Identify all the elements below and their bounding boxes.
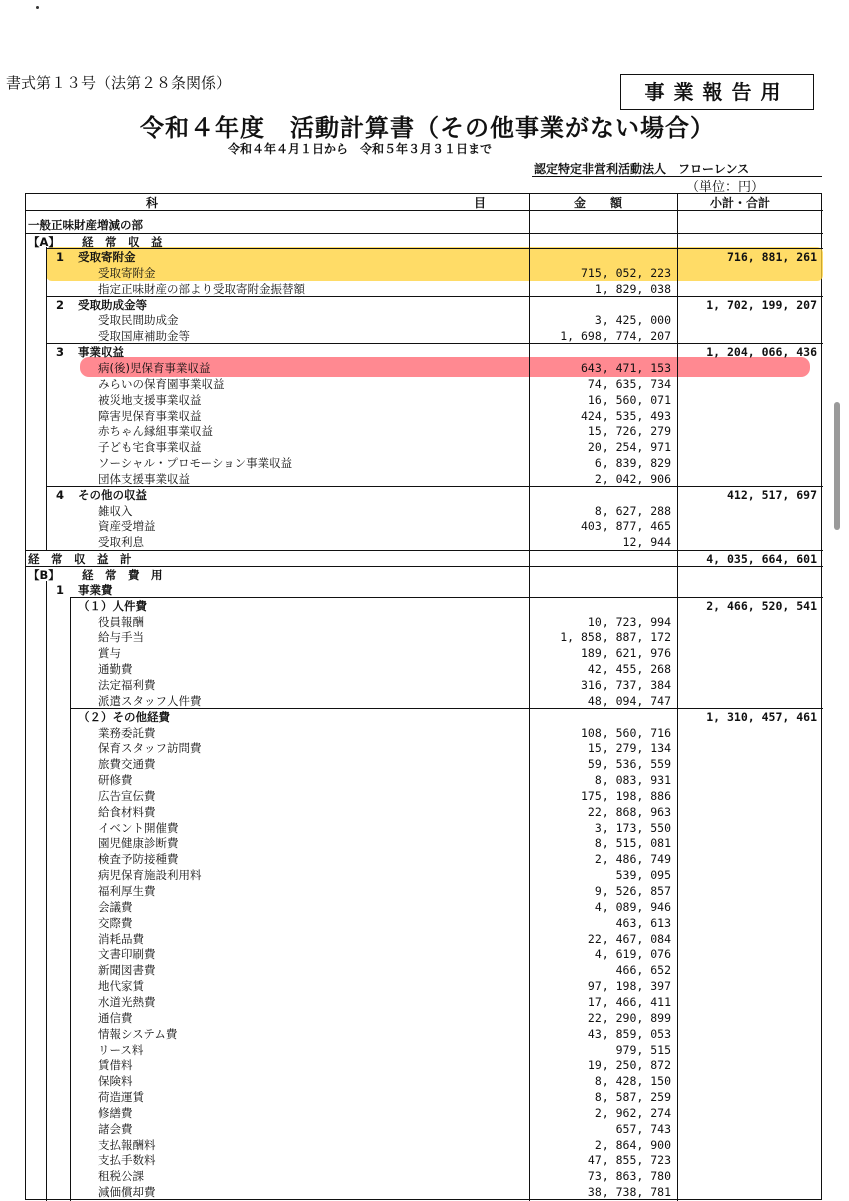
other-item-amount: 466, 652 (615, 963, 671, 978)
group-subtotal: 1, 702, 199, 207 (706, 297, 817, 312)
group-label: 受取助成金等 (78, 297, 147, 312)
report-label-box: 事業報告用 (620, 74, 814, 110)
other-item-label: 荷造運賃 (98, 1090, 144, 1105)
group-divider (46, 296, 823, 297)
line-item-label: 雑収入 (98, 503, 133, 518)
other-item-label: リース料 (98, 1042, 144, 1057)
b-divider (26, 566, 823, 567)
amount-column-divider (529, 194, 530, 1201)
other-item-amount: 59, 536, 559 (587, 757, 671, 772)
other-item-amount: 73, 863, 780 (587, 1169, 671, 1184)
other-item-amount: 108, 560, 716 (580, 725, 671, 740)
column-header-item: 科 (146, 196, 159, 210)
personnel-item-amount: 48, 094, 747 (587, 693, 671, 708)
other-item-amount: 9, 526, 857 (594, 884, 671, 898)
line-item-amount: 15, 726, 279 (587, 424, 671, 439)
column-header-amount: 金 額 (574, 196, 623, 210)
other-item-amount: 657, 743 (615, 1121, 671, 1136)
organization-name: 認定特定非営利活動法人 フローレンス (534, 162, 750, 176)
expense-bar-inner (70, 597, 71, 1201)
revenue-total-label: 経 常 収 益 計 (28, 552, 132, 567)
expense-label: 事業費 (78, 582, 113, 597)
other-item-label: 文書印刷費 (98, 947, 156, 962)
other-item-amount: 979, 515 (615, 1042, 671, 1057)
line-item-label: 被災地支援事業収益 (98, 392, 202, 407)
other-item-label: 研修費 (98, 773, 133, 788)
other-item-amount: 8, 083, 931 (594, 773, 671, 788)
section-a-label: 経 常 収 益 (82, 235, 163, 249)
expense-number: 1 (56, 582, 65, 597)
group-number: 3 (56, 345, 65, 360)
line-item-amount: 1, 829, 038 (594, 281, 671, 296)
other-item-amount: 22, 290, 899 (587, 1010, 671, 1025)
other-item-amount: 8, 515, 081 (594, 836, 671, 851)
other-item-amount: 22, 868, 963 (587, 804, 671, 819)
line-item-amount: 74, 635, 734 (587, 376, 671, 391)
personnel-item-label: 法定福利費 (98, 677, 156, 692)
line-item-amount: 424, 535, 493 (580, 408, 671, 423)
line-item-label: 子ども宅食事業収益 (98, 440, 202, 455)
other-item-label: 地代家賃 (98, 979, 144, 994)
line-item-amount: 16, 560, 071 (587, 392, 671, 407)
personnel-item-label: 役員報酬 (98, 614, 144, 629)
other-item-amount: 15, 279, 134 (587, 741, 671, 756)
personnel-item-amount: 10, 723, 994 (587, 614, 671, 629)
activity-statement-table (25, 193, 822, 1200)
section-b-label: 経 常 費 用 (82, 568, 163, 582)
line-item-label: 赤ちゃん縁組事業収益 (98, 424, 213, 439)
expense-bar-outer (46, 581, 47, 1201)
other-item-amount: 3, 173, 550 (594, 820, 671, 835)
line-item-amount: 2, 042, 906 (594, 471, 671, 486)
line-item-label: 資産受増益 (98, 519, 156, 534)
revenue-group-bar (46, 247, 47, 551)
header-divider (26, 210, 823, 211)
line-item-label: 障害児保育事業収益 (98, 408, 202, 423)
unit-label: （単位：円） (686, 180, 765, 195)
other-item-label: 旅費交通費 (98, 757, 156, 772)
other-item-label: 租税公課 (98, 1169, 144, 1184)
line-item-label: 指定正味財産の部より受取寄附金振替額 (98, 281, 305, 296)
line-item-label: 団体支援事業収益 (98, 471, 190, 486)
line-item-label: みらいの保育園事業収益 (98, 376, 225, 391)
line-item-amount: 12, 944 (622, 535, 671, 550)
personnel-item-amount: 42, 455, 268 (587, 662, 671, 677)
other-item-label: 検査予防接種費 (98, 852, 179, 867)
other-item-label: 広告宣伝費 (98, 788, 156, 803)
personnel-total: 2, 466, 520, 541 (706, 598, 817, 613)
other-item-label: 交際費 (98, 915, 133, 930)
line-item-amount: 715, 052, 223 (580, 265, 671, 280)
line-item-label: 受取寄附金 (98, 265, 156, 280)
other-item-label: 修繕費 (98, 1105, 133, 1120)
line-item-amount: 8, 627, 288 (594, 503, 671, 518)
line-item-label: 受取民間助成金 (98, 313, 179, 328)
other-item-amount: 4, 619, 076 (594, 947, 671, 962)
other-item-label: 情報システム費 (98, 1026, 178, 1041)
group-label: 受取寄附金 (78, 250, 136, 264)
other-item-amount: 2, 864, 900 (594, 1137, 671, 1152)
other-item-amount: 47, 855, 723 (587, 1153, 671, 1168)
other-item-label: 水道光熱費 (98, 994, 156, 1009)
personnel-item-label: 通勤費 (98, 662, 133, 677)
line-item-label: ソーシャル・プロモーション事業収益 (98, 456, 293, 471)
other-item-label: 支払報酬料 (98, 1137, 156, 1152)
group-number: 2 (56, 297, 65, 312)
scrollbar-thumb[interactable] (834, 402, 840, 530)
other-item-amount: 8, 587, 259 (594, 1090, 671, 1105)
document-title: 令和４年度 活動計算書（その他事業がない場合） (140, 114, 715, 142)
group-divider (46, 486, 823, 487)
other-item-label: 保育スタッフ訪問費 (98, 741, 202, 756)
other-item-label: 新聞図書費 (98, 963, 156, 978)
total-divider (26, 550, 823, 551)
other-item-label: 減価償却費 (98, 1185, 156, 1200)
other-item-amount: 17, 466, 411 (587, 994, 671, 1009)
fiscal-period: 令和４年４月１日から 令和５年３月３１日まで (228, 142, 493, 156)
subtotal-column-divider (677, 194, 678, 1201)
group-label: 事業収益 (78, 345, 124, 360)
group-subtotal: 412, 517, 697 (726, 487, 817, 502)
group-number: 1 (56, 250, 65, 264)
other-item-amount: 43, 859, 053 (587, 1026, 671, 1041)
column-header-item-right: 目 (474, 196, 487, 210)
column-header-subtotal: 小計・合計 (710, 196, 771, 210)
other-item-amount: 19, 250, 872 (587, 1058, 671, 1073)
section-divider (26, 233, 823, 234)
other-item-amount: 8, 428, 150 (594, 1074, 671, 1089)
group-subtotal: 716, 881, 261 (726, 250, 817, 264)
other-item-amount: 97, 198, 397 (587, 979, 671, 994)
section-b-bracket: 【B】 (28, 568, 60, 582)
personnel-item-amount: 1, 858, 887, 172 (560, 630, 671, 645)
section-net-assets: 一般正味財産増減の部 (28, 218, 143, 232)
other-item-label: イベント開催費 (98, 820, 179, 835)
line-item-amount: 403, 877, 465 (580, 519, 671, 534)
section-a-bracket: 【A】 (28, 235, 60, 249)
personnel-item-label: 賞与 (98, 646, 121, 661)
line-item-label: 受取利息 (98, 535, 144, 550)
other-item-label: 保険料 (98, 1074, 133, 1089)
personnel-item-label: 派遣スタッフ人件費 (98, 693, 202, 708)
personnel-heading: （１）人件費 (78, 598, 147, 613)
line-item-amount: 20, 254, 971 (587, 440, 671, 455)
other-item-amount: 2, 962, 274 (594, 1105, 671, 1120)
other-item-label: 賃借料 (98, 1058, 133, 1073)
line-item-label: 受取国庫補助金等 (98, 329, 190, 344)
other-item-label: 病児保育施設利用料 (98, 868, 202, 883)
other-item-amount: 463, 613 (615, 915, 671, 930)
organization-underline (532, 176, 822, 177)
other-item-label: 福利厚生費 (98, 884, 156, 898)
other-item-amount: 175, 198, 886 (580, 788, 671, 803)
other-item-label: 消耗品費 (98, 931, 144, 946)
other-item-label: 支払手数料 (98, 1153, 156, 1168)
scan-dot (36, 6, 39, 9)
yellow-highlight (46, 247, 823, 281)
other-item-label: 通信費 (98, 1010, 133, 1025)
other-item-label: 園児健康診断費 (98, 836, 179, 851)
group-subtotal: 1, 204, 066, 436 (706, 345, 817, 360)
line-item-amount: 3, 425, 000 (594, 313, 671, 328)
personnel-item-label: 給与手当 (98, 630, 144, 645)
group-number: 4 (56, 487, 65, 502)
other-expense-heading: （２）その他経費 (78, 709, 170, 724)
other-item-amount: 22, 467, 084 (587, 931, 671, 946)
other-item-amount: 4, 089, 946 (594, 899, 671, 914)
other-item-label: 給食材料費 (98, 804, 156, 819)
line-item-amount: 1, 698, 774, 207 (560, 329, 671, 344)
group-label: その他の収益 (78, 487, 147, 502)
other-item-label: 諸会費 (98, 1121, 133, 1136)
other-item-label: 業務委託費 (98, 725, 156, 740)
line-item-amount: 6, 839, 829 (594, 456, 671, 471)
personnel-divider (70, 597, 823, 598)
personnel-item-amount: 316, 737, 384 (580, 677, 671, 692)
line-item-label: 病(後)児保育事業収益 (98, 360, 211, 375)
other-item-amount: 2, 486, 749 (594, 852, 671, 867)
other-item-label: 会議費 (98, 899, 133, 914)
other-item-amount: 539, 095 (615, 868, 671, 883)
line-item-amount: 643, 471, 153 (580, 360, 671, 375)
other-expense-total: 1, 310, 457, 461 (706, 709, 817, 724)
form-number: 書式第１３号（法第２８条関係） (6, 74, 232, 92)
other-item-amount: 38, 738, 781 (587, 1185, 671, 1200)
revenue-total-value: 4, 035, 664, 601 (706, 552, 817, 567)
personnel-item-amount: 189, 621, 976 (580, 646, 671, 661)
